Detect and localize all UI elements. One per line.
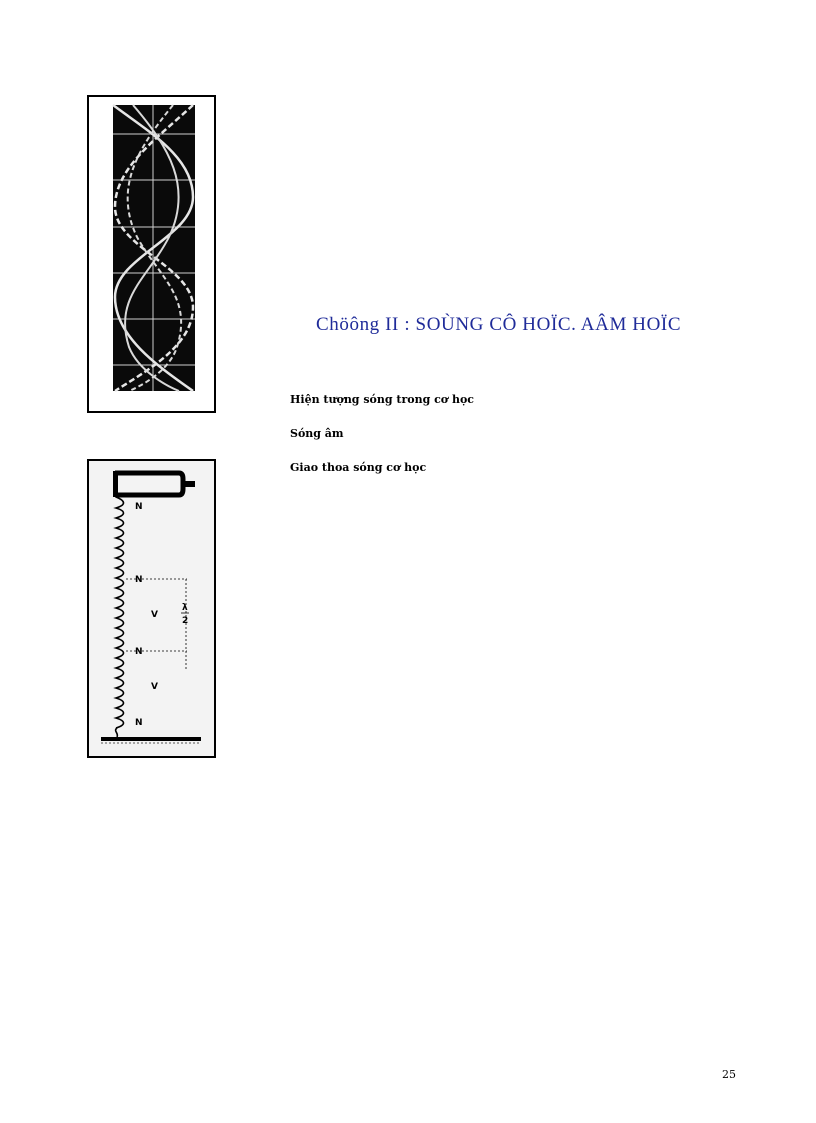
topic-item: Hiện tượng sóng trong cơ học [290, 393, 475, 406]
lambda-symbol: λ [182, 603, 188, 613]
node-label: N [135, 502, 143, 512]
wave-photo-figure [87, 95, 216, 413]
topic-item: Sóng âm [290, 427, 344, 440]
spring-figure-background [89, 461, 214, 756]
standing-wave-spring-image [89, 461, 214, 756]
antinode-label: V [151, 682, 158, 692]
wave-photo-image [89, 97, 214, 411]
topic-item: Giao thoa sóng cơ học [290, 461, 427, 474]
half-denominator: 2 [182, 616, 189, 626]
chapter-title: Chöông II : SOÙNG CÔ HOÏC. AÂM HOÏC [316, 314, 682, 335]
node-label: N [135, 647, 143, 657]
antinode-label: V [151, 610, 158, 620]
node-label: N [135, 718, 143, 728]
node-label: N [135, 575, 143, 585]
page-number: 25 [722, 1068, 736, 1081]
standing-wave-spring-figure [87, 459, 216, 758]
